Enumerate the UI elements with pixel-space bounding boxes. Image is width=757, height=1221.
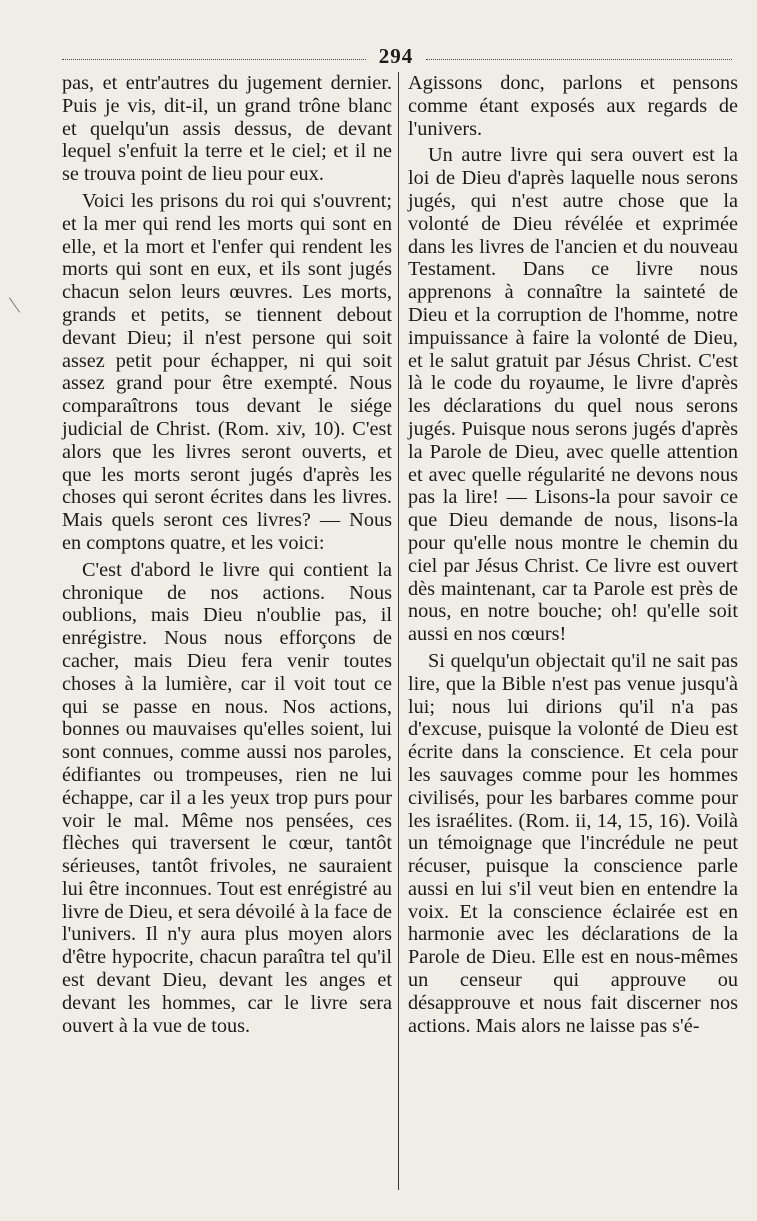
paragraph: Si quelqu'un objectait qu'il ne sait pas lire, que la Bible n'est pas venue jusqu'à lui; nous lui dirions qu'il n'a pas d'excuse, puisque la volonté de Dieu est écrite dans la conscience. Et cela pour les sauvages comme pour les hommes civilisés, pour les barbares comme pour les israélites. (Rom. ii, 14, 15, 16). Voilà un témoignage que l'incrédule ne peut récuser, puisque la conscience parle aussi en lui s'il veut bien en entendre la voix. Et la conscience éclairée est en harmonie avec les déclarations de la Parole de Dieu. Elle est en nous-mêmes un censeur qui approuve ou désapprouve et nous fait discerner nos actions. Mais alors ne laisse pas s'é-: [408, 649, 738, 1037]
paragraph: Un autre livre qui sera ouvert est la loi de Dieu d'après laquelle nous serons jugés, qui n'est autre chose que la volonté de Dieu révélée et exprimée dans les livres de l'ancien et du nouveau Testament. Dans ce livre nous apprenons à connaître la sainteté de Dieu et la corruption de l'homme, notre impuissance à faire la volonté de Dieu, et le salut gratuit par Jésus Christ. C'est là le code du royaume, le livre d'après les déclarations du quel nous serons jugés. Puisque nous serons jugés d'après la Parole de Dieu, avec quelle attention et avec quelle régularité ne devons nous pas la lire! — Lisons-la pour savoir ce que Dieu demande de nous, lisons-la pour qu'elle nous montre le chemin du ciel par Jésus Christ. Ce livre est ouvert dès maintenant, car ta Parole est près de nous, en notre bouche; oh! qu'elle soit aussi en nos cœurs!: [408, 144, 738, 646]
header-rule-right: [426, 59, 732, 60]
column-divider: [398, 72, 399, 1190]
right-column: [408, 72, 738, 1037]
paragraph: Voici les prisons du roi qui s'ouvrent; et la mer qui rend les morts qui sont en elle, et la mort et l'enfer qui rendent les morts qui sont en eux, et ils sont jugés chacun selon leurs œuvres. Les morts, grands et petits, se tiennent debout devant Dieu; il n'est persone qui soit assez petit pour échapper, ni qui soit assez grand pour être exempté. Nous comparaîtrons tous devant le siége judicial de Christ. (Rom. xiv, 10). C'est alors que les livres seront ouverts, et que les morts seront jugés d'après les choses qui seront écrites dans les livres. Mais quels seront ces livres? — Nous en comptons quatre, et les voici:: [62, 189, 392, 554]
paragraph: C'est d'abord le livre qui contient la chronique de nos actions. Nous oublions, mais Dieu n'oublie pas, il enrégistre. Nous nous efforçons de cacher, mais Dieu fera venir toutes choses à la lumière, car il voit tout ce qui se passe en nous. Nos actions, bonnes ou mauvaises qu'elles soient, lui sont connues, comme aussi nos paroles, édifiantes ou trompeuses, rien ne lui échappe, car il a les yeux trop purs pour voir le mal. Même nos pensées, ces flèches qui traversent le cœur, tantôt sérieuses, tantôt frivoles, ne sauraient lui être inconnues. Tout est enrégistré au livre de Dieu, et sera dévoilé à la face de l'univers. Il n'y aura plus moyen alors d'être hypocrite, chacun paraîtra tel qu'il est devant Dieu, devant les anges et devant les hommes, car le livre sera ouvert à la vue de tous.: [62, 558, 392, 1037]
paragraph: pas, et entr'autres du jugement dernier. Puis je vis, dit-il, un grand trône blanc et quelqu'un assis dessus, de devant lequel s'enfuit la terre et le ciel; et il ne se trouva point de lieu pour eux.: [62, 72, 392, 186]
running-header: [62, 44, 732, 68]
left-column: [62, 72, 392, 1037]
header-rule-left: [62, 59, 366, 60]
page-number: 294: [378, 44, 414, 68]
paragraph: Agissons donc, parlons et pensons comme étant exposés aux regards de l'univers.: [408, 72, 738, 140]
margin-mark: [9, 297, 20, 312]
